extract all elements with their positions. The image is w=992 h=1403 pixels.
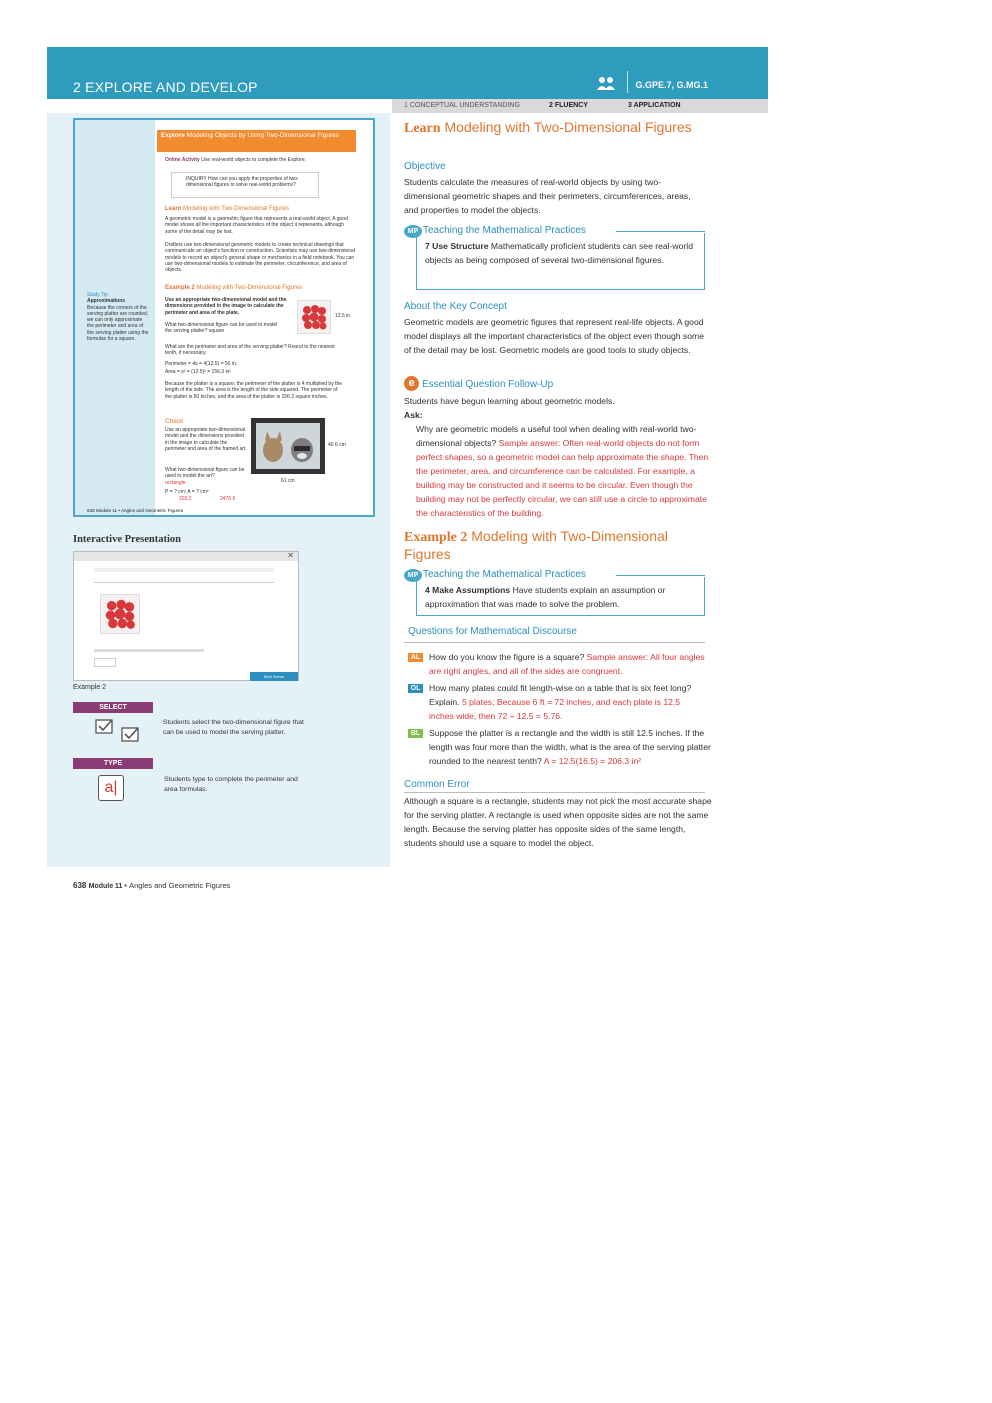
select-checkbox-icon xyxy=(95,717,141,745)
explore-banner xyxy=(157,130,356,152)
progression-bar xyxy=(392,99,768,113)
common-error-rule xyxy=(404,792,705,793)
check-question: What two-dimensional figure can be used to model the art? xyxy=(165,467,245,480)
eq-intro: Students have begun learning about geometric models. xyxy=(404,396,615,406)
strawberries-icon xyxy=(298,301,330,333)
cat-raccoon-photo-icon xyxy=(256,423,320,469)
level-bl-badge: BL xyxy=(408,729,423,738)
module-label: Module 11 • xyxy=(88,883,127,890)
eq-heading: Essential Question Follow-Up xyxy=(422,379,554,390)
explore-label: Explore xyxy=(161,132,185,139)
preview-footer: 638 Module 11 • Angles and Geometric Figures xyxy=(87,508,184,513)
inquiry-box xyxy=(171,172,319,198)
explore-title: Modeling Objects by Using Two-Dimensional Figures xyxy=(186,132,339,139)
essential-question-icon: e xyxy=(404,376,419,391)
online-text: Use real-world objects to complete the Explore. xyxy=(201,157,306,163)
section-title: 2 EXPLORE AND DEVELOP xyxy=(73,79,258,95)
eq-answer: Sample answer: Often real-world objects do not form perfect shapes, so a geometric model can help approximate the shape. Then the perimeter, area, and circumference can be calculated. For example, a building may be constructed and it seems to be circular. Even though the building may not be perfectly circular, we can still use a circle to approximate the characteristics of the building. xyxy=(416,438,709,518)
area-unit: cm² xyxy=(200,489,209,495)
mp-heading: Teaching the Mathematical Practices xyxy=(423,225,586,236)
platter-dimension: 12.5 in. xyxy=(335,313,352,319)
ask-label: Ask: xyxy=(404,410,423,420)
area-equation: Area = s² = (12.5)² = 156.3 in² xyxy=(165,369,232,375)
answer-input[interactable] xyxy=(94,658,116,667)
module-title: Angles and Geometric Figures xyxy=(129,881,231,890)
mp7-description: Mathematically proficient students can see real-world objects as being composed of several two-dimensional figures. xyxy=(425,241,693,265)
ol-question-text: How many plates could fit length-wise on a table that is six feet long? Explain. xyxy=(429,683,692,707)
art-width: 61 cm xyxy=(281,478,295,484)
mp-icon: MP xyxy=(404,225,422,238)
learn-word: Learn xyxy=(404,121,441,136)
study-tip-subtitle: Approximations xyxy=(87,298,126,305)
interactive-title: Interactive Presentation xyxy=(73,534,181,545)
example-word: Example 2 xyxy=(404,530,468,545)
mp4-text xyxy=(425,583,700,611)
type-description: Students type to complete the perimeter and area formulas. xyxy=(164,776,298,793)
learn-heading xyxy=(165,206,289,212)
mp-rule xyxy=(616,575,705,576)
check-text: Use an appropriate two-dimensional model and the dimensions provided in the image to calculate the perimeter and area of the framed art. xyxy=(165,427,247,452)
bl-question xyxy=(429,726,723,768)
question-perimeter: What are the perimeter and area of the serving platter? Round to the nearest tenth, if necessary. xyxy=(165,344,335,357)
common-error-heading: Common Error xyxy=(404,779,470,790)
level-ol-badge: OL xyxy=(408,684,423,693)
slide-header xyxy=(94,568,274,572)
study-tip-title: Study Tip xyxy=(87,292,108,298)
objective-text: Students calculate the measures of real-world objects by using two-dimensional geometric shapes and their perimeters, circumferences, areas, and properties to model the objects. xyxy=(404,177,691,215)
select-label: SELECT xyxy=(73,702,153,713)
group-icon xyxy=(596,75,616,91)
example-title: Modeling with Two-Dimensional Figures xyxy=(404,528,668,562)
perimeter-answer: 203.2 xyxy=(179,496,192,502)
tab-conceptual: 1 CONCEPTUAL UNDERSTANDING xyxy=(404,102,520,109)
mp-icon: MP xyxy=(404,569,422,582)
explanation-paragraph: Because the platter is a square, the perimeter of the platter is 4 multiplied by the length of the side. The area is the length of the side squared. The perimeter of the platter is 50 inches, and the area of the platter is 156.3 square inches. xyxy=(165,381,343,400)
discourse-heading: Questions for Mathematical Discourse xyxy=(408,626,577,637)
bl-answer: A = 12.5(16.5) = 206.3 in² xyxy=(543,756,642,766)
eq-question-block xyxy=(416,422,713,520)
online-label: Online Activity xyxy=(165,157,200,163)
framed-art-image xyxy=(251,418,325,474)
standards-label: G.GPE.7, G.MG.1 xyxy=(635,80,708,90)
check-label: Check xyxy=(165,418,184,425)
slide-prompt xyxy=(94,575,274,583)
chapter-header xyxy=(47,47,768,99)
next-button[interactable]: Next Scene xyxy=(250,672,298,681)
learn-title: Modeling with Two-Dimensional Figures xyxy=(183,206,289,212)
close-icon[interactable]: ✕ xyxy=(287,551,294,560)
student-page-preview xyxy=(73,118,375,517)
type-label: TYPE xyxy=(73,758,153,769)
ol-answer: 5 plates; Because 6 ft = 72 inches, and each plate is 12.5 inches wide, then 72 ÷ 12.5 = 5.76. xyxy=(429,697,681,721)
key-concept-heading: About the Key Concept xyxy=(404,301,507,312)
mp4-label: 4 Make Assumptions xyxy=(425,585,511,595)
al-question-text: How do you know the figure is a square? xyxy=(429,652,585,662)
platter-thumbnail xyxy=(100,594,140,634)
study-tip-text: Because the corners of the serving platter are rounded, we can only approximate the perimeter and area of the serving platter using the formulas for a square. xyxy=(87,304,149,343)
learn-title: Modeling with Two-Dimensional Figures xyxy=(444,119,692,135)
question-figure: What two-dimensional figure can be used to model the serving platter? square xyxy=(165,322,278,335)
tab-application: 3 APPLICATION xyxy=(628,102,681,109)
ol-question xyxy=(429,681,704,723)
check-formula xyxy=(165,489,260,495)
page-footer xyxy=(73,881,230,890)
al-answer: Sample answer: All four angles are right angles, and all of the sides are congruent. xyxy=(429,652,705,676)
interactive-screenshot xyxy=(73,551,299,681)
perimeter-label: P = xyxy=(165,489,173,495)
mp-rule xyxy=(616,231,705,232)
tab-fluency: 2 FLUENCY xyxy=(549,102,588,109)
example-title: Modeling with Two-Dimensional Figures xyxy=(196,285,303,291)
area-answer: 2476.6 xyxy=(220,496,236,502)
area-label: A = xyxy=(187,489,195,495)
mp4-description: Have students explain an assumption or approximation that was made to solve the problem. xyxy=(425,585,666,609)
mp7-text xyxy=(425,239,700,267)
inquiry-text: INQUIRY How can you apply the properties of two-dimensional figures to solve real-world problems? xyxy=(186,176,299,189)
learn-label: Learn xyxy=(165,206,182,212)
al-question xyxy=(429,650,714,678)
level-al-badge: AL xyxy=(408,653,423,662)
select-description: Students select the two-dimensional figure that can be used to model the serving platter. xyxy=(163,719,304,736)
window-titlebar xyxy=(74,552,298,561)
example-heading xyxy=(404,528,714,563)
mp7-label: 7 Use Structure xyxy=(425,241,489,251)
check-answer: rectangle xyxy=(165,480,186,486)
page-number: 638 xyxy=(73,881,87,890)
objective-heading: Objective xyxy=(404,161,446,172)
mp-heading-2: Teaching the Mathematical Practices xyxy=(423,569,586,580)
online-activity xyxy=(165,157,355,163)
key-concept-text: Geometric models are geometric figures that represent real-life objects. A good model displays all the important characteristics of the object even though some of the detail may be lost. Geometric models are good tools to study objects. xyxy=(404,317,704,355)
strawberries-icon xyxy=(101,595,139,633)
serving-platter-image xyxy=(297,300,331,334)
study-tip xyxy=(87,292,149,342)
divider xyxy=(627,71,628,93)
perimeter-equation: Perimeter = 4s = 4(12.5) = 50 in. xyxy=(165,361,238,367)
example-label: Example 2 xyxy=(165,285,195,291)
art-height: 40.6 cm xyxy=(328,442,346,448)
model-paragraph: A geometric model is a geometric figure that represents a real-world object. A good model shows all the important characteristics of the object it represents, although some of the detail may be lost. xyxy=(165,216,348,235)
area-blank: ? xyxy=(196,489,199,495)
drafters-paragraph: Drafters use two-dimensional geometric models to create technical drawings that communicate an object's function or construction. Scientists may use two-dimensional models to record an object's general shape or mechanics in a field notebook. You can use two-dimensional models to estimate the perimeter, circumference, and area of objects. xyxy=(165,242,355,274)
discourse-rule xyxy=(404,642,705,643)
perimeter-blank: ? xyxy=(173,489,177,495)
common-error-text: Although a square is a rectangle, students may not pick the most accurate shape for the serving platter. A rectangle is used when opposite sides are not the same length. Because the serving platter has opposite sides of the same length, students should use a square to model the object. xyxy=(404,796,712,848)
perimeter-unit: cm; xyxy=(178,489,187,495)
example-prompt: Use an appropriate two-dimensional model and the dimensions provided in the image to calculate the perimeter and area of the plate. xyxy=(165,297,287,316)
eq-question: Why are geometric models a useful tool when dealing with real-world two-dimensional objects? xyxy=(416,424,697,448)
interactive-caption: Example 2 xyxy=(73,684,107,691)
bl-question-text: Suppose the platter is a rectangle and the width is still 12.5 inches. If the length was four more than the width, what is the area of the serving platter rounded to the nearest tenth? xyxy=(429,728,711,766)
example-heading xyxy=(165,285,302,291)
slide-question xyxy=(94,649,204,652)
type-text-icon: a| xyxy=(98,775,124,801)
learn-heading xyxy=(404,119,704,137)
